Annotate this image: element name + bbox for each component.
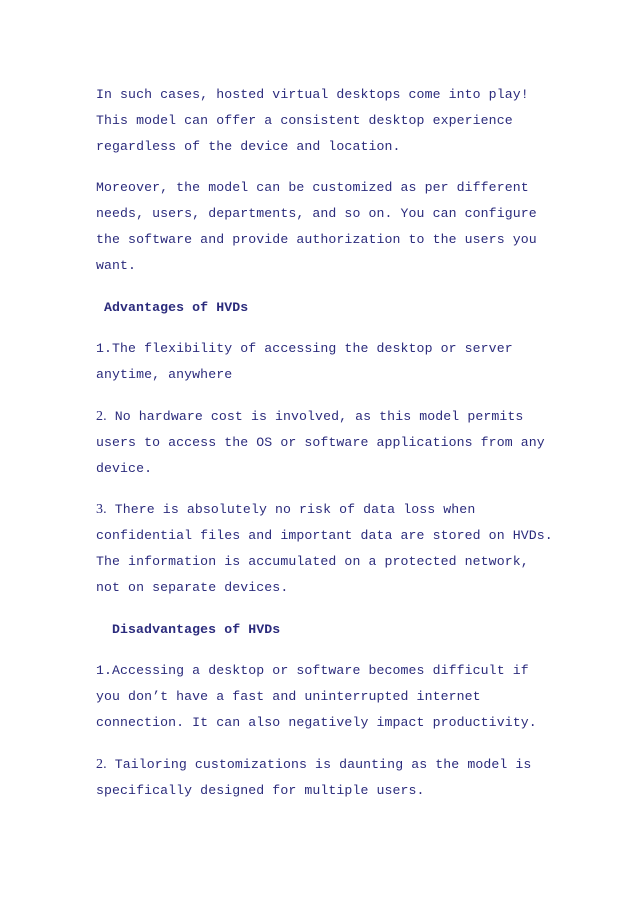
advantage-item-text: The flexibility of accessing the desktop or server anytime, anywhere (96, 341, 513, 383)
intro-paragraph-2: Moreover, the model can be customized as per different needs, users, departments, and so on. You can configure the software and provide authorization to the users you want. (96, 180, 537, 273)
disadvantages-heading: Disadvantages of HVDs (112, 621, 281, 637)
disadvantage-item-text: Accessing a desktop or software becomes difficult if you don’t have a fast and uninterrupted internet connection. It can also negatively impact productivity. (96, 663, 537, 730)
intro-paragraph-1: In such cases, hosted virtual desktops come into play! This model can offer a consistent desktop experience regardless of the device and location. (96, 87, 529, 154)
disadvantage-item-number: 1. (96, 663, 113, 679)
disadvantage-item-1 (96, 658, 556, 735)
advantage-item-3 (96, 497, 556, 600)
advantage-item-text: No hardware cost is involved, as this model permits users to access the OS or software applications from any device. (96, 408, 545, 476)
advantage-item-text: There is absolutely no risk of data loss when confidential files and important data are stored on HVDs. The information is accumulated on a protected network, not on separate devices. (96, 502, 553, 595)
advantages-heading: Advantages of HVDs (104, 299, 249, 315)
advantage-item-number: 1. (96, 341, 113, 357)
advantage-item-2 (96, 404, 556, 481)
document-page (96, 82, 556, 819)
disadvantage-item-text: Tailoring customizations is daunting as the model is specifically designed for multiple users. (96, 756, 532, 798)
disadvantage-item-number: 2. (96, 756, 107, 772)
advantage-item-1 (96, 336, 556, 388)
advantage-item-number: 2. (96, 408, 107, 424)
disadvantage-item-2 (96, 752, 556, 804)
advantage-item-number: 3. (96, 502, 107, 518)
